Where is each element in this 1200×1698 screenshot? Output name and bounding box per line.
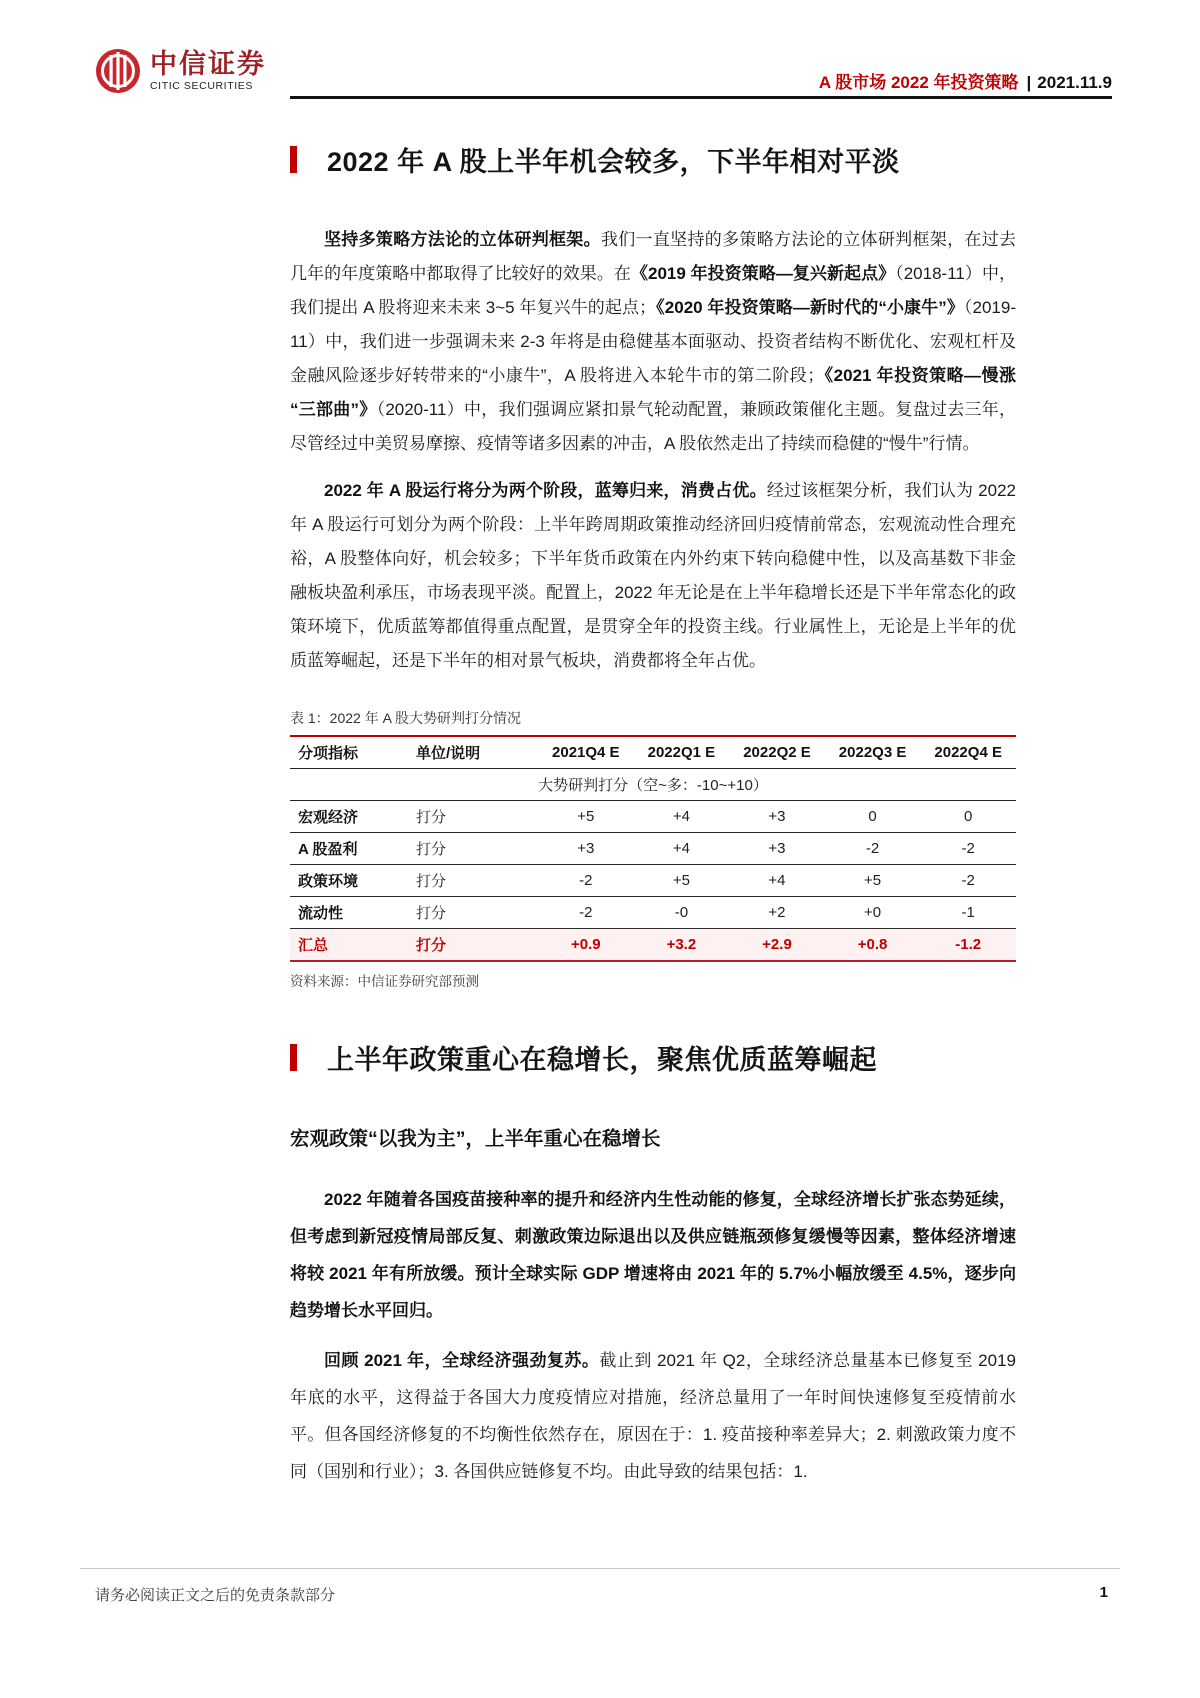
score-table <box>290 735 1016 962</box>
section-title-text: 上半年政策重心在稳增长，聚焦优质蓝筹崛起 <box>327 1045 877 1075</box>
row-value: +5 <box>672 872 690 889</box>
source-note: 资料来源：中信证券研究部预测 <box>290 974 479 989</box>
main-content <box>290 128 1016 1503</box>
row-value: 0 <box>868 808 877 825</box>
row-value: +5 <box>577 808 595 825</box>
bold-text: 《2019 年投资策略—复兴新起点》 <box>630 264 896 283</box>
row-value: -2 <box>865 840 880 857</box>
text: （2018-11）中，我们提出 A 股将迎来未来 3~5 年复兴牛的起点； <box>290 264 1016 317</box>
row-value: -0 <box>674 904 689 921</box>
logo-text-cn: 中信证券 <box>150 48 266 79</box>
page-number: 1 <box>1099 1584 1108 1601</box>
footer-disclaimer: 请务必阅读正文之后的免责条款部分 <box>95 1587 336 1604</box>
row-value: +5 <box>864 872 882 889</box>
column-header: 单位/说明 <box>416 745 481 762</box>
row-value: -2 <box>961 872 975 889</box>
bold-text: 《2020 年投资策略—新时代的“小康牛”》 <box>656 298 964 317</box>
row-value: +4 <box>672 808 690 825</box>
row-value: +3 <box>768 840 786 857</box>
row-value: -2 <box>961 840 975 857</box>
row-value: -2 <box>579 904 593 921</box>
column-header: 2022Q4 E <box>934 744 1002 761</box>
table-header-row <box>290 736 1016 769</box>
row-value: +2.9 <box>762 936 792 953</box>
column-header: 2022Q1 E <box>647 744 716 761</box>
row-label: A 股盈利 <box>298 841 358 858</box>
report-title: A 股市场 2022 年投资策略 <box>818 73 1019 92</box>
column-header: 2022Q2 E <box>743 744 811 761</box>
row-unit: 打分 <box>416 841 447 858</box>
table-row <box>290 833 1016 865</box>
row-value: -1 <box>961 904 975 921</box>
bold-text: 2022 年随着各国疫苗接种率的提升和经济内生性动能的修复，全球经济增长扩张态势延续，但考虑到新冠疫情局部反复、刺激政策边际退出以及供应链瓶颈修复缓慢等因素，整体经济增速将较 2021 年有所放缓。预计全球实际 GDP 增速将由 2021 年的 5.7%小幅放缓至 4.5%，逐步向趋势增长水平回归。 <box>290 1190 1016 1320</box>
citic-logo-icon <box>95 48 141 94</box>
column-header: 2022Q3 E <box>838 744 907 761</box>
row-value: +3 <box>768 808 786 825</box>
footer-divider <box>80 1568 1120 1569</box>
row-value: -2 <box>579 872 593 889</box>
text: 截止到 2021 年 Q2，全球经济总量基本已修复至 2019 年底的水平，这得益于各国大力度疫情应对措施，经济总量用了一年时间快速修复至疫情前水平。但各国经济修复的不均衡性依然存在，原因在于：1. 疫苗接种率差异大；2. 刺激政策力度不同（国别和行业）；3. 各国供应链修复不均。由此导致的结果包括：1. <box>290 1351 1016 1481</box>
text: （2020-11）中，我们强调应紧扣景气轮动配置，兼顾政策催化主题。复盘过去三年，尽管经过中美贸易摩擦、疫情等诸多因素的冲击，A 股依然走出了持续而稳健的“慢牛”行情。 <box>290 400 1016 453</box>
section-title-2 <box>290 1038 1016 1077</box>
bold-text: 坚持多策略方法论的立体研判框架。 <box>324 230 601 249</box>
header-separator: | <box>1026 73 1032 92</box>
citic-logo <box>95 48 266 94</box>
text: 经过该框架分析，我们认为 2022 年 A 股运行可划分为两个阶段：上半年跨周期政策推动经济回归疫情前常态，宏观流动性合理充裕，A 股整体向好，机会较多；下半年货币政策在内外约束下转向稳健中性，以及高基数下非金融板块盈利承压，市场表现平淡。配置上，2022 年无论是在上半年稳增长还是下半年常态化的政策环境下，优质蓝筹都值得重点配置，是贯穿全年的投资主线。行业属性上，无论是上半年的优质蓝筹崛起，还是下半年的相对景气板块，消费都将全年占优。 <box>290 481 1016 670</box>
row-unit: 打分 <box>416 809 447 826</box>
row-value: +3 <box>577 840 595 857</box>
section-title-text: 2022 年 A 股上半年机会较多，下半年相对平淡 <box>327 147 900 177</box>
header-divider <box>290 96 1112 99</box>
table-row <box>290 801 1016 833</box>
text: 我们一直坚持的多策略方法论的立体研判框架，在过去几年的年度策略中都取得了比较好的效果。在 <box>290 230 1017 283</box>
column-header: 2021Q4 E <box>552 744 620 761</box>
row-value: -1.2 <box>955 936 982 953</box>
table-block <box>290 708 1016 990</box>
bold-text: 回顾 2021 年，全球经济强劲复苏。 <box>324 1351 600 1370</box>
logo-text-en: CITIC SECURITIES <box>150 79 253 92</box>
table-subheader: 大势研判打分（空~多：-10~+10） <box>538 777 768 794</box>
table-row <box>290 865 1016 897</box>
row-value: +0.9 <box>570 936 601 953</box>
section-title-1 <box>290 140 1016 179</box>
row-value: +2 <box>768 904 786 921</box>
row-unit: 打分 <box>416 873 447 890</box>
paragraph <box>290 223 1016 461</box>
paragraph <box>290 474 1016 678</box>
text: （2019-11）中，我们进一步强调未来 2-3 年将是由稳健基本面驱动、投资者结构不断优化、宏观杠杆及金融风险逐步好转带来的“小康牛”，A 股将进入本轮牛市的第二阶段； <box>290 298 1016 385</box>
paragraph <box>290 1342 1016 1490</box>
column-header: 分项指标 <box>298 745 359 762</box>
section-marker-icon <box>290 146 297 173</box>
row-unit: 打分 <box>416 905 447 922</box>
section-marker-icon <box>290 1044 297 1071</box>
report-date: 2021.11.9 <box>1037 73 1112 92</box>
row-value: +4 <box>768 872 786 889</box>
row-value: +0.8 <box>857 936 888 953</box>
row-value: +3.2 <box>666 936 697 953</box>
table-row <box>290 897 1016 929</box>
bold-text: 2022 年 A 股运行将分为两个阶段，蓝筹归来，消费占优。 <box>324 481 767 500</box>
row-unit: 打分 <box>416 937 447 954</box>
logo-text <box>150 48 266 92</box>
report-header <box>819 68 1112 93</box>
row-label: 汇总 <box>298 937 329 954</box>
row-value: +4 <box>672 840 690 857</box>
row-label: 宏观经济 <box>298 809 359 826</box>
row-value: 0 <box>964 808 973 825</box>
table-caption: 表 1：2022 年 A 股大势研判打分情况 <box>290 710 522 726</box>
row-label: 流动性 <box>298 905 344 922</box>
row-value: +0 <box>864 904 882 921</box>
table-subheader-row <box>290 769 1016 801</box>
table-row <box>290 929 1016 962</box>
bold-text: 《2021 年投资策略—慢涨“三部曲”》 <box>290 366 1017 419</box>
row-label: 政策环境 <box>298 873 359 890</box>
subsection-title: 宏观政策“以我为主”，上半年重心在稳增长 <box>290 1128 661 1150</box>
paragraph <box>290 1181 1016 1329</box>
